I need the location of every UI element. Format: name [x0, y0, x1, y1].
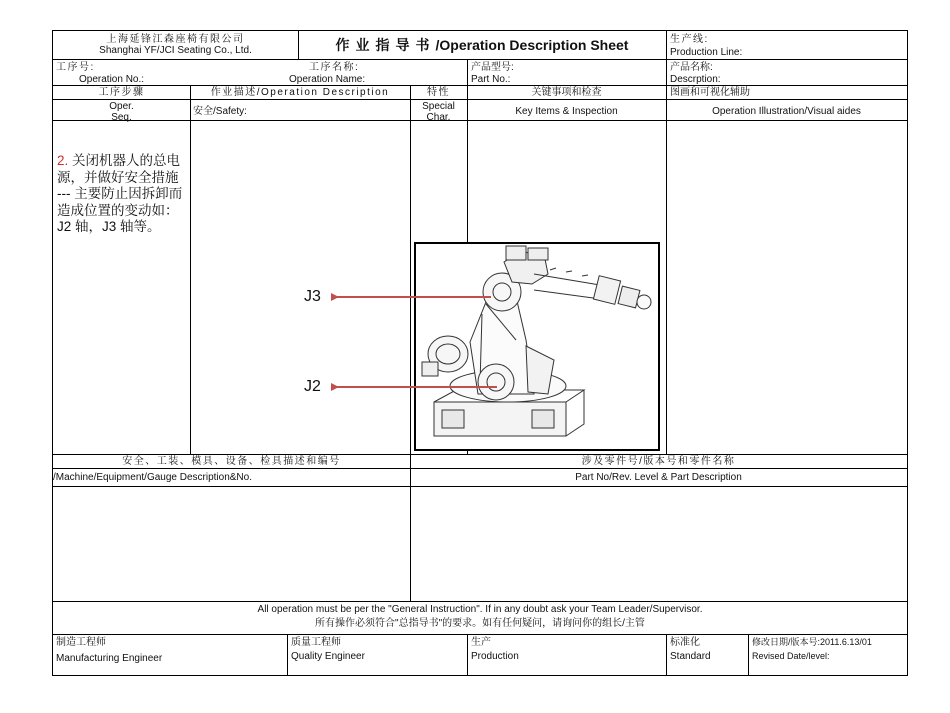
production-line-cn: 生产线:	[670, 34, 709, 45]
grid-line	[666, 634, 667, 675]
title-en: /Operation Description Sheet	[435, 37, 629, 53]
key-header-cn: 关键事项和检查	[531, 87, 602, 98]
general-instruction-note-cn: 所有操作必须符合"总指导书"的要求。如有任何疑问，请询问你的组长/主管	[315, 618, 645, 629]
j2-label: J2	[304, 378, 321, 395]
special-header-cn: 特性	[427, 87, 450, 98]
special-header-en-2: Char.	[426, 112, 451, 123]
mfg-engineer-en: Manufacturing Engineer	[56, 653, 163, 664]
grid-line	[287, 634, 288, 675]
grid-line	[748, 634, 749, 675]
title-cn: 作业指导书	[335, 37, 436, 53]
grid-line	[53, 99, 907, 100]
key-header-en: Key Items & Inspection	[515, 106, 618, 117]
revised-date-cn: 修改日期/版本号:2011.6.13/01	[752, 637, 872, 647]
j3-label: J3	[304, 288, 321, 305]
grid-line	[53, 59, 907, 60]
parts-header-en: Part No/Rev. Level & Part Description	[575, 472, 742, 483]
equipment-header-cn: 安全、工装、模具、设备、检具描述和编号	[122, 456, 341, 467]
illus-header-en: Operation Illustration/Visual aides	[712, 106, 861, 117]
company-name-en: Shanghai YF/JCI Seating Co., Ltd.	[99, 45, 252, 56]
op-no-cn: 工序号:	[56, 62, 95, 73]
grid-line	[53, 634, 907, 635]
seq-header-en-1: Oper.	[109, 101, 134, 112]
page-title	[298, 37, 666, 53]
mfg-engineer-cn: 制造工程师	[56, 637, 106, 648]
product-name-en: Descrption:	[670, 74, 721, 85]
op-name-en: Operation Name:	[289, 74, 366, 85]
quality-engineer-cn: 质量工程师	[291, 637, 341, 648]
step-text: 关闭机器人的总电源，并做好安全措施 --- 主要防止因拆卸而造成位置的变动如：J2 轴，J3 轴等。	[57, 153, 183, 234]
part-no-cn: 产品型号:	[471, 62, 514, 73]
company-name-cn: 上海延锋江森座椅有限公司	[106, 34, 245, 45]
desc-header: 作业描述/Operation Description	[210, 87, 390, 98]
operation-description-sheet	[52, 30, 908, 676]
step-number: 2.	[57, 153, 69, 168]
grid-line	[666, 31, 667, 454]
step-description	[57, 153, 185, 236]
special-header-en-1: Special	[422, 101, 455, 112]
grid-line	[190, 85, 191, 454]
safety-label: 安全/Safety:	[193, 106, 247, 117]
op-name-cn: 工序名称:	[309, 62, 360, 73]
op-no-en: Operation No.:	[79, 74, 145, 85]
callout-arrows	[331, 287, 501, 397]
product-name-cn: 产品名称:	[670, 62, 713, 73]
part-no-en: Part No.:	[471, 74, 511, 85]
grid-line	[53, 468, 907, 469]
grid-line	[53, 85, 907, 86]
standard-en: Standard	[670, 651, 711, 662]
seq-header-en-2: Seq.	[111, 112, 132, 123]
illus-header-cn: 图画和可视化辅助	[670, 87, 750, 98]
standard-cn: 标准化	[670, 637, 700, 648]
grid-line	[467, 634, 468, 675]
grid-line	[53, 454, 907, 455]
grid-line	[53, 601, 907, 602]
production-cn: 生产	[471, 637, 491, 648]
grid-line	[53, 486, 907, 487]
production-en: Production	[471, 651, 519, 662]
quality-engineer-en: Quality Engineer	[291, 651, 365, 662]
parts-header-cn: 涉及零件号/版本号和零件名称	[581, 456, 736, 467]
equipment-header-en: /Machine/Equipment/Gauge Description&No.	[53, 472, 252, 483]
revised-date-en: Revised Date/level:	[752, 651, 830, 661]
production-line-en: Production Line:	[670, 47, 743, 58]
general-instruction-note-en: All operation must be per the "General Instruction". If in any doubt ask your Team Leader/Supervisor.	[257, 604, 703, 615]
seq-header-cn: 工序步骤	[98, 87, 145, 98]
